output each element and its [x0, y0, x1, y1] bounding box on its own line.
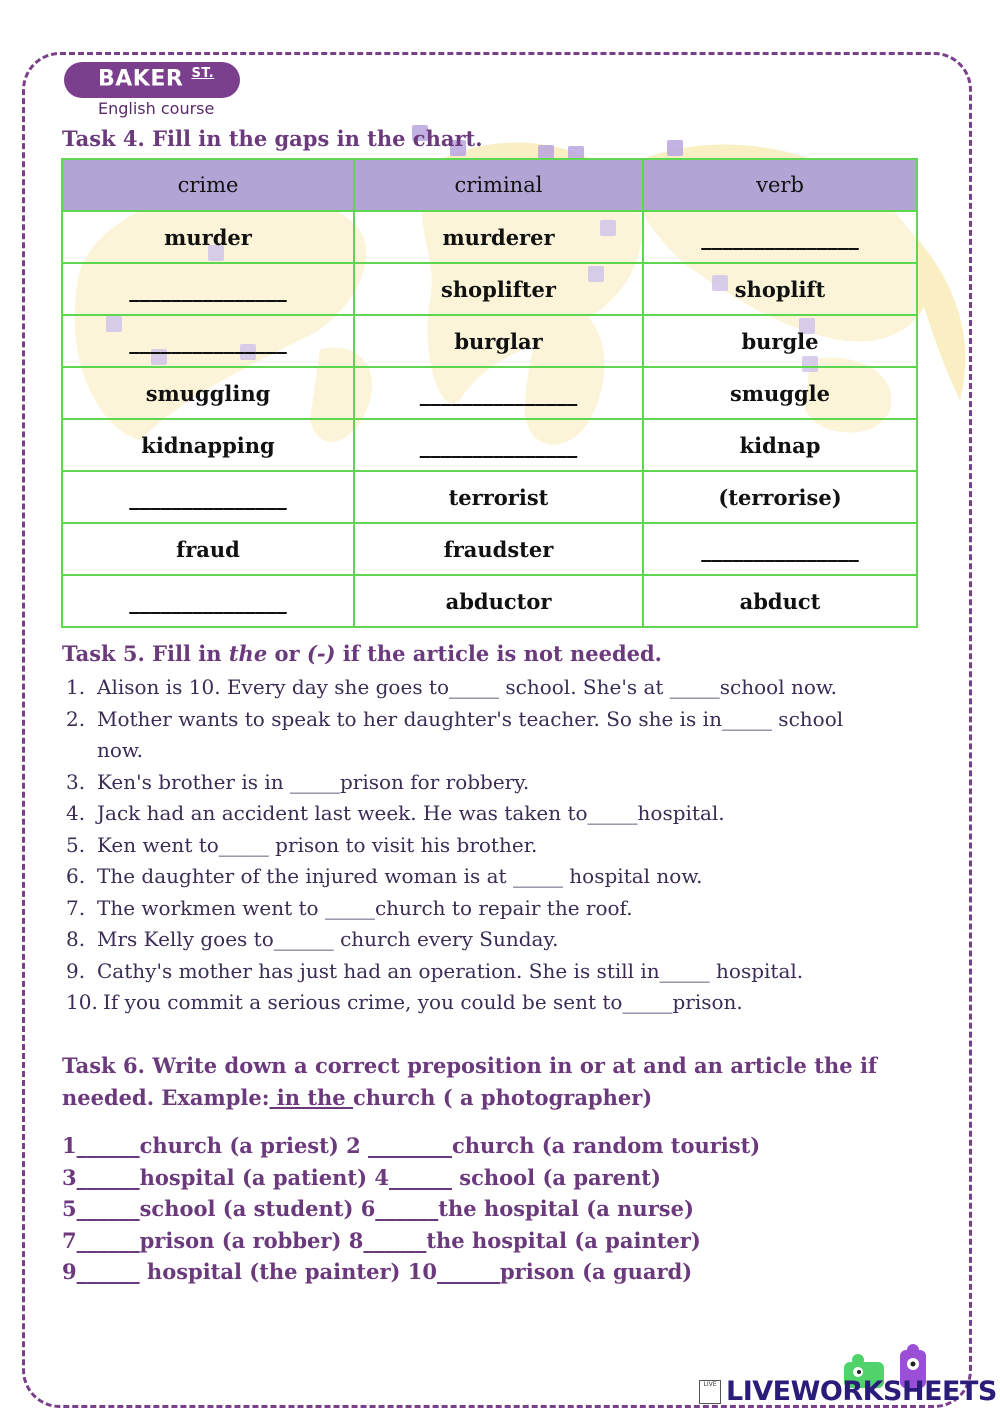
table-row: [62, 575, 917, 627]
table-row: [62, 367, 917, 419]
cell-verb-blank[interactable]: _______________: [643, 523, 917, 575]
cell-criminal: terrorist: [354, 471, 643, 523]
header-crime: crime: [62, 159, 354, 211]
cell-crime: kidnapping: [62, 419, 354, 471]
task6-title: Task 6. Write down a correct preposition in or at and an article the if needed. Example: in the church ( a photographer): [62, 1053, 877, 1110]
header-criminal: criminal: [354, 159, 643, 211]
logo-title: BAKER $^{ST.}$: [98, 66, 215, 92]
table-row: [62, 419, 917, 471]
list-item: 3. Ken's brother is in _____prison for robbery.: [66, 769, 530, 794]
list-item: 5. Ken went to_____ prison to visit his brother.: [66, 832, 538, 857]
cell-criminal: murderer: [354, 211, 643, 263]
table-row: [62, 211, 917, 263]
cell-verb: burgle: [643, 315, 917, 367]
list-item: 9. Cathy's mother has just had an operation. She is still in_____ hospital.: [66, 958, 804, 983]
header-verb: verb: [643, 159, 917, 211]
task4-title: Task 4. Fill in the gaps in the chart.: [62, 126, 483, 151]
cell-crime-blank[interactable]: _______________: [62, 575, 354, 627]
cell-criminal: fraudster: [354, 523, 643, 575]
exercise-line[interactable]: 7______prison (a robber) 8______the hospital (a painter): [62, 1227, 701, 1253]
cell-crime-blank[interactable]: _______________: [62, 263, 354, 315]
table-header-row: [62, 159, 917, 211]
task5-title: Task 5. Fill in the or (-) if the article is not needed.: [62, 641, 662, 666]
sentence-text[interactable]: Cathy's mother has just had an operation. She is still in_____ hospital.: [97, 958, 804, 983]
cell-criminal: abductor: [354, 575, 643, 627]
cell-crime: smuggling: [62, 367, 354, 419]
cell-verb-blank[interactable]: _______________: [643, 211, 917, 263]
exercise-line[interactable]: 3______hospital (a patient) 4______ school (a parent): [62, 1164, 661, 1190]
exercise-line[interactable]: 5______school (a student) 6______the hospital (a nurse): [62, 1196, 694, 1221]
cell-crime-blank[interactable]: _______________: [62, 315, 354, 367]
sentence-text[interactable]: Mother wants to speak to her daughter's teacher. So she is in_____ school now.: [97, 706, 844, 762]
sentence-text[interactable]: Alison is 10. Every day she goes to_____ school. She's at _____school now.: [97, 675, 837, 699]
cell-verb: kidnap: [643, 419, 917, 471]
list-item: 10. If you commit a serious crime, you could be sent to_____prison.: [66, 990, 743, 1014]
sentence-text[interactable]: The daughter of the injured woman is at _____ hospital now.: [97, 864, 703, 888]
sentence-text[interactable]: Ken's brother is in _____prison for robbery.: [97, 769, 530, 794]
cell-verb: smuggle: [643, 367, 917, 419]
liveworksheets-logo-text: LIVEWORKSHEETS: [726, 1376, 997, 1407]
live-badge: LIVE: [699, 1380, 721, 1404]
table-row: [62, 263, 917, 315]
baker-st-logo: [64, 62, 244, 122]
cell-verb: (terrorise): [643, 471, 917, 523]
cell-criminal-blank[interactable]: _______________: [354, 419, 643, 471]
table-row: [62, 315, 917, 367]
list-item: 6. The daughter of the injured woman is at _____ hospital now.: [66, 864, 703, 888]
exercise-line[interactable]: 1______church (a priest) 2 ________church (a random tourist): [62, 1133, 761, 1158]
cell-criminal-blank[interactable]: _______________: [354, 367, 643, 419]
sentence-text[interactable]: Ken went to_____ prison to visit his brother.: [97, 832, 538, 857]
list-item: 1. Alison is 10. Every day she goes to_____ school. She's at _____school now.: [66, 675, 837, 699]
task6-exercise-lines: [62, 1130, 822, 1288]
list-item: 7. The workmen went to _____church to repair the roof.: [66, 895, 633, 920]
cell-crime: fraud: [62, 523, 354, 575]
task5-list: [62, 672, 892, 1019]
sentence-text[interactable]: The workmen went to _____church to repair the roof.: [97, 895, 633, 920]
cell-criminal: burglar: [354, 315, 643, 367]
cell-verb: abduct: [643, 575, 917, 627]
exercise-line[interactable]: 9______ hospital (the painter) 10______prison (a guard): [62, 1259, 693, 1284]
cell-verb: shoplift: [643, 263, 917, 315]
list-item: 2. Mother wants to speak to her daughter's teacher. So she is in_____ school now.: [66, 706, 844, 762]
sentence-text[interactable]: Mrs Kelly goes to______ church every Sunday.: [97, 927, 559, 951]
list-item: 4. Jack had an accident last week. He was taken to_____hospital.: [66, 801, 725, 825]
cell-crime: murder: [62, 211, 354, 263]
crime-chart-table: [61, 158, 918, 628]
cell-criminal: shoplifter: [354, 263, 643, 315]
sentence-text[interactable]: If you commit a serious crime, you could be sent to_____prison.: [103, 990, 743, 1014]
sentence-text[interactable]: Jack had an accident last week. He was taken to_____hospital.: [97, 801, 725, 825]
list-item: 8. Mrs Kelly goes to______ church every Sunday.: [66, 927, 559, 951]
logo-subtitle: English course: [98, 99, 215, 118]
table-row: [62, 471, 917, 523]
table-row: [62, 523, 917, 575]
cell-crime-blank[interactable]: _______________: [62, 471, 354, 523]
